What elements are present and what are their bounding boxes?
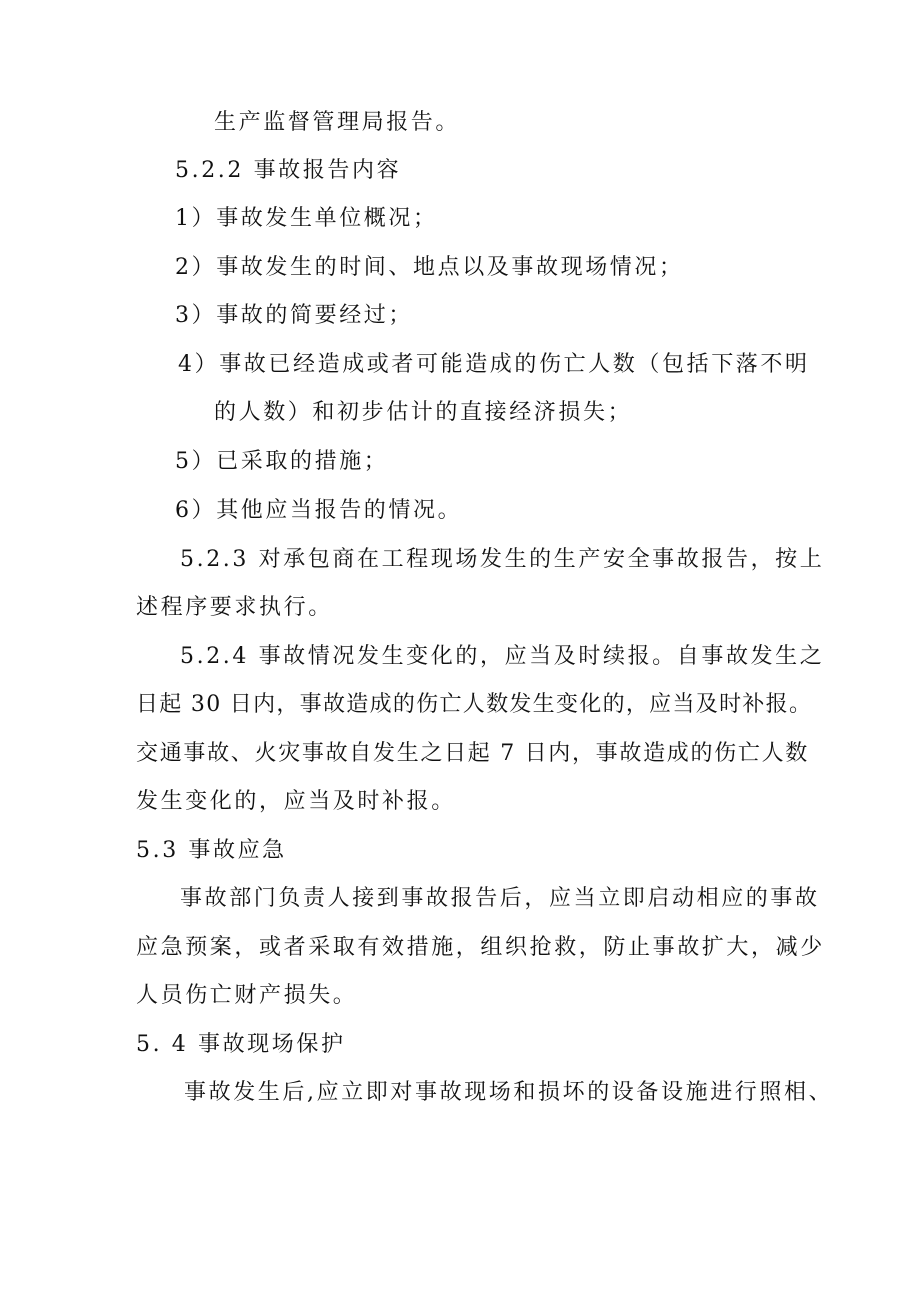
paragraph-5-2-3-line-2: 述程序要求执行。	[136, 595, 333, 620]
paragraph-5-2-4-line-4: 发生变化的，应当及时补报。	[136, 789, 456, 814]
section-heading-5-3: 5.3 事故应急	[136, 838, 287, 863]
paragraph-5-3-line-3: 人员伤亡财产损失。	[136, 983, 358, 1008]
paragraph-continuation: 生产监督管理局报告。	[214, 110, 461, 135]
paragraph-5-2-4-line-3: 交通事故、火灾事故自发生之日起 7 日内，事故造成的伤亡人数	[136, 741, 809, 766]
list-item-4-continuation: 的人数）和初步估计的直接经济损失；	[214, 400, 633, 425]
section-heading-5-2-2: 5.2.2 事故报告内容	[175, 158, 402, 183]
paragraph-5-2-4-line-2: 日起 30 日内，事故造成的伤亡人数发生变化的，应当及时补报。	[136, 692, 813, 717]
list-item-5: 5）已采取的措施；	[175, 449, 389, 474]
paragraph-5-3-line-1: 事故部门负责人接到事故报告后，应当立即启动相应的事故	[180, 886, 820, 911]
list-item-1: 1）事故发生单位概况；	[175, 206, 438, 231]
list-item-3: 3）事故的简要经过；	[175, 303, 413, 328]
paragraph-5-2-3-line-1: 5.2.3 对承包商在工程现场发生的生产安全事故报告，按上	[180, 547, 825, 572]
paragraph-5-3-line-2: 应急预案，或者采取有效措施，组织抢救，防止事故扩大，减少	[136, 935, 825, 960]
list-item-4: 4）事故已经造成或者可能造成的伤亡人数（包括下落不明	[178, 352, 810, 377]
list-item-6: 6）其他应当报告的情况。	[175, 498, 463, 523]
section-heading-5-4: 5. 4 事故现场保护	[136, 1032, 346, 1057]
paragraph-5-2-4-line-1: 5.2.4 事故情况发生变化的，应当及时续报。自事故发生之	[180, 644, 825, 669]
list-item-2: 2）事故发生的时间、地点以及事故现场情况；	[175, 255, 684, 280]
paragraph-5-4-line-1: 事故发生后,应立即对事故现场和损坏的设备设施进行照相、	[184, 1080, 834, 1105]
